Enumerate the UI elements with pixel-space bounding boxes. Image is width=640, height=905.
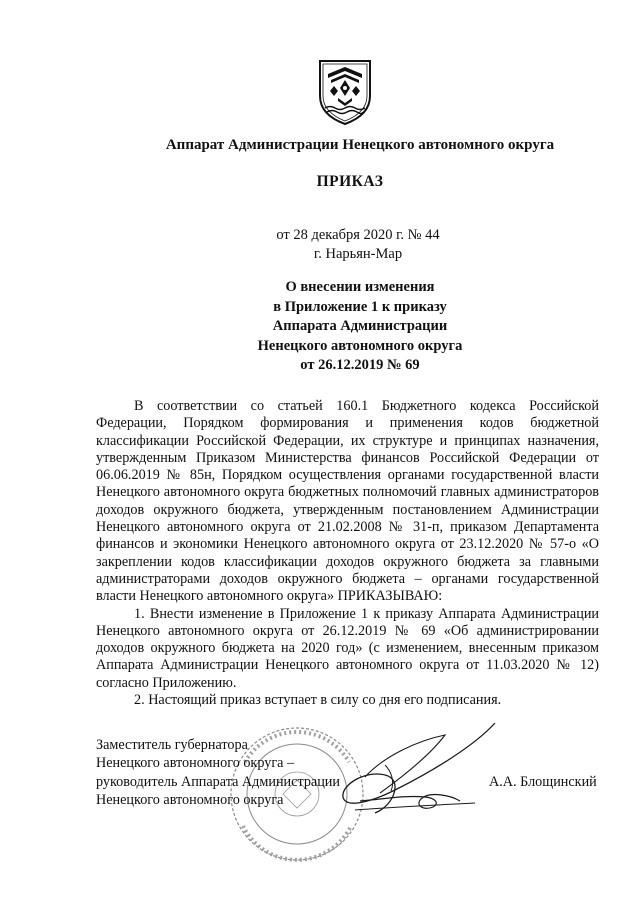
preamble-paragraph: В соответствии со статьей 160.1 Бюджетного кодекса Российской Федерации, Порядком формирования и применения кодов бюджетной классификации Российской Федерации, их структуре и принципах назначения, утвержденным Приказом Министерства финансов Российской Федерации от 06.06.2019 № 85н, Порядком осуществления органами государственной власти Ненецкого автономного округа бюджетных полномочий главных администраторов доходов окружного бюджета, утвержденным постановлением Администрации Ненецкого автономного округа от 21.02.2008 № 31-п, приказом Департамента финансов и экономики Ненецкого автономного округа от 23.12.2020 № 57-о «О закреплении кодов классификации доходов окружного бюджета за главными администраторами доходов окружного бюджета – органами государственной власти Ненецкого автономного округа» ПРИКАЗЫВАЮ: [96,398,599,605]
subject-line: Ненецкого автономного округа [257,337,463,354]
document-place: г. Нарьян-Мар [313,246,403,262]
signatory-position-line: руководитель Аппарата Администрации [96,773,340,790]
subject-line: от 26.12.2019 № 69 [300,357,420,373]
document-date-number: от 28 декабря 2020 г. № 44 [276,227,440,243]
organization-title: Аппарат Администрации Ненецкого автономного округа [165,137,555,153]
signatory-position-line: Ненецкого автономного округа [96,791,284,808]
coat-of-arms-icon [316,58,374,126]
document-body [96,398,599,709]
document-subject [40,278,640,376]
subject-line: О внесении изменения [285,279,435,295]
signatory-position [96,736,340,809]
handwritten-signature-icon [325,715,505,825]
document-type: ПРИКАЗ [316,173,384,190]
order-item-1: 1. Внести изменение в Приложение 1 к приказу Аппарата Администрации Ненецкого автономного округа от 26.12.2019 № 69 «Об администрировании доходов окружного бюджета на 2020 год» (с изменением, внесенным приказом Аппарата Администрации Ненецкого автономного округа от 11.03.2020 № 12) согласно Приложению. [96,605,599,691]
signatory-position-line: Ненецкого автономного округа – [96,755,295,772]
order-item-2: 2. Настоящий приказ вступает в силу со дня его подписания. [134,692,502,709]
subject-line: Аппарата Администрации [272,318,448,334]
signatory-name: А.А. Блощинский [489,774,597,790]
signatory-position-line: Заместитель губернатора [96,737,248,753]
subject-line: в Приложение 1 к приказу [273,298,447,315]
